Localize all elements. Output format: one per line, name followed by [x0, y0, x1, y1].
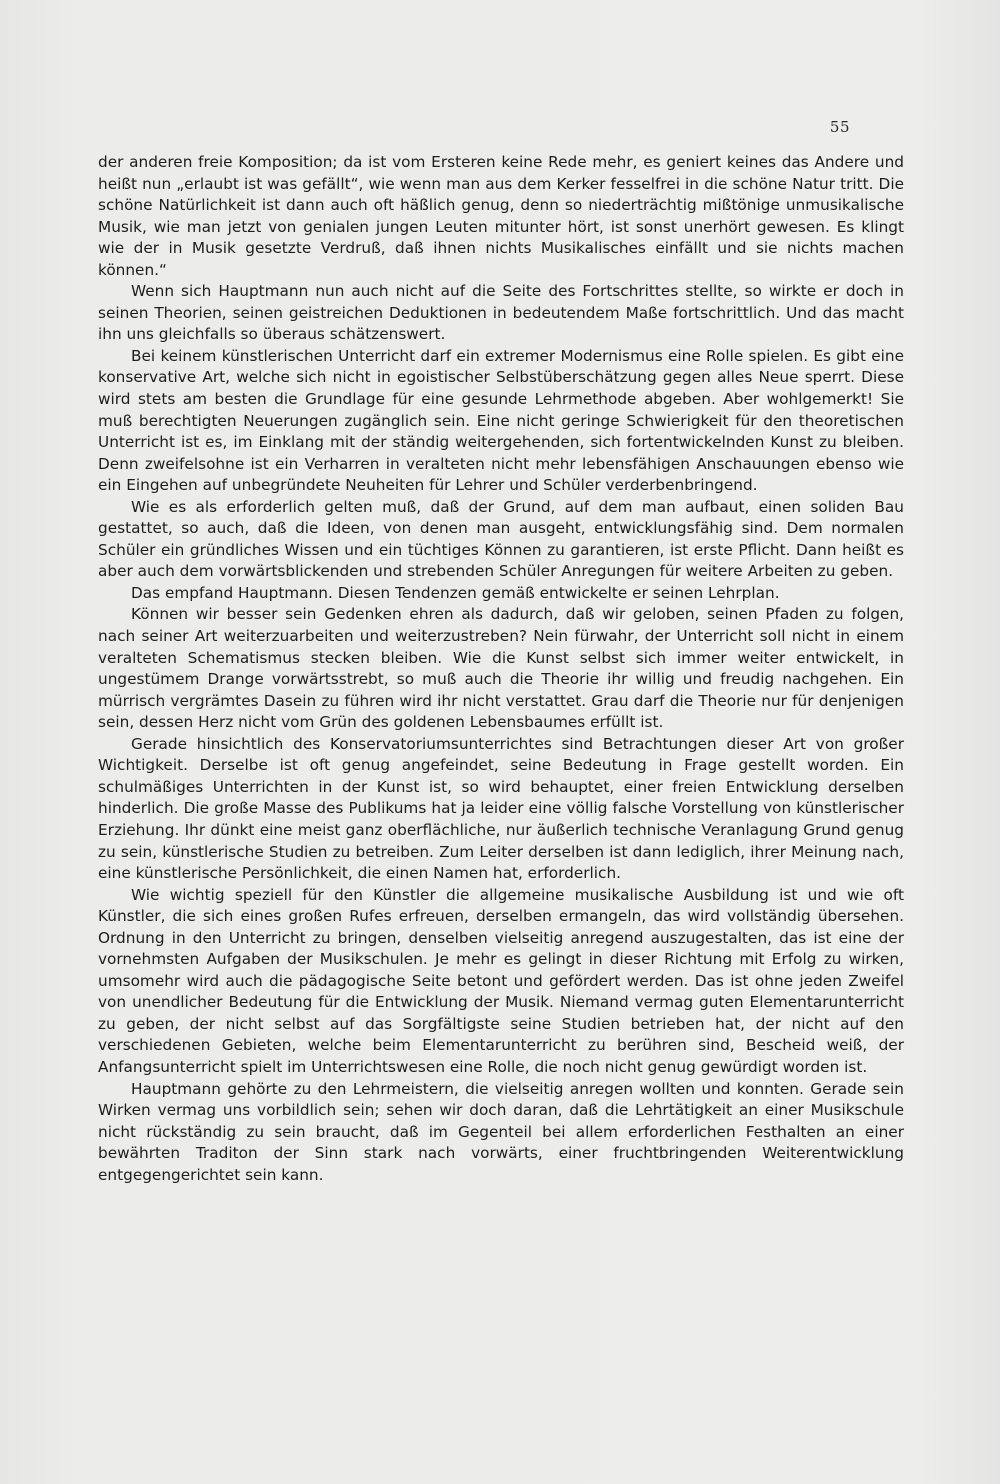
paragraph: Hauptmann gehörte zu den Lehrmeistern, die vielseitig anregen wollten und konnten. Gerade sein Wirken vermag uns vorbildlich sein; sehen wir doch daran, daß die Lehrtätigkeit an einer Musikschule nicht rückständig zu sein braucht, daß im Gegenteil bei allem erforderlichen Festhalten an einer bewährten Traditon der Sinn stark nach vorwärts, einer fruchtbringenden Weiterentwicklung entgegengerichtet sein kann. [98, 1079, 904, 1184]
paragraph: Das empfand Hauptmann. Diesen Tendenzen gemäß entwickelte er seinen Lehrplan. [131, 583, 780, 602]
page-number: 55 [829, 118, 850, 136]
paragraph: Können wir besser sein Gedenken ehren als dadurch, daß wir geloben, seinen Pfaden zu folgen, nach seiner Art weiterzuarbeiten und weiterzustreben? Nein fürwahr, der Unterricht soll nicht in einem veralteten Schematismus stecken bleiben. Wie die Kunst selbst sich immer weiter entwickelt, in ungestümem Drange vorwärtsstrebt, so muß auch die Theorie ihr willig und freudig nachgehen. Ein mürrisch vergrämtes Dasein zu führen wird ihr nicht verstattet. Grau darf die Theorie nur für denjenigen sein, dessen Herz nicht vom Grün des goldenen Lebensbaumes erfüllt ist. [98, 605, 904, 732]
paragraph: Bei keinem künstlerischen Unterricht darf ein extremer Modernismus eine Rolle spielen. Es gibt eine konservative Art, welche sich nicht in egoistischer Selbstüberschätzung gegen alles Neue sperrt. Diese wird stets am besten die Grundlage für eine gesunde Lehrmethode abgeben. Aber wohlgemerkt! Sie muß berechtigten Neuerungen zugänglich sein. Eine nicht geringe Schwierigkeit für den theoretischen Unterricht ist es, im Einklang mit der ständig weitergehenden, sich fortentwickelnden Kunst zu bleiben. Denn zweifelsohne ist ein Verharren in veralteten nicht mehr lebensfähigen Anschauungen ebenso wie ein Eingehen auf unbegründete Neuheiten für Lehrer und Schüler verderbenbringend. [98, 346, 904, 495]
paragraph: Wenn sich Hauptmann nun auch nicht auf die Seite des Fortschrittes stellte, so wirkte er doch in seinen Theorien, seinen geistreichen Deduktionen in bedeutendem Maße fortschrittlich. Und das macht ihn uns gleichfalls so überaus schätzenswert. [98, 282, 904, 344]
paragraph: Wie es als erforderlich gelten muß, daß der Grund, auf dem man aufbaut, einen soliden Bau gestattet, so auch, daß die Ideen, von denen man ausgeht, entwicklungsfähig sind. Dem normalen Schüler ein gründliches Wissen und ein tüchtiges Können zu garantieren, ist erste Pflicht. Dann heißt es aber auch dem vorwärtsblickenden und strebenden Schüler Anregungen für weitere Arbeiten zu geben. [98, 497, 904, 581]
paragraph: der anderen freie Komposition; da ist vom Ersteren keine Rede mehr, es geniert keines das Andere und heißt nun „erlaubt ist was gefällt“, wie wenn man aus dem Kerker fesselfrei in die schöne Natur tritt. Die schöne Natürlichkeit ist dann auch oft häßlich genug, denn so niederträchtig mißtönige unmusikalische Musik, wie man jetzt von genialen jungen Leuten mitunter hört, ist sonst unerhört gewesen. Es klingt wie der in Musik gesetzte Verdruß, daß ihnen nichts Musikalisches einfällt und sie nichts machen können.“ [98, 153, 904, 279]
body-text [98, 152, 904, 1186]
paragraph: Wie wichtig speziell für den Künstler die allgemeine musikalische Ausbildung ist und wie oft Künstler, die sich eines großen Rufes erfreuen, derselben ermangeln, das wird vollständig übersehen. Ordnung in den Unterricht zu bringen, denselben vielseitig anregend auszugestalten, das ist eine der vornehmsten Aufgaben der Musikschulen. Je mehr es gelingt in dieser Richtung mit Erfolg zu wirken, umsomehr wird auch die pädagogische Seite betont und gefördert werden. Das ist ohne jeden Zweifel von unendlicher Bedeutung für die Entwicklung der Musik. Niemand vermag guten Elementarunterricht zu geben, der nicht selbst auf das Sorgfältigste seine Studien betrieben hat, der nicht auf den verschiedenen Gebieten, welche beim Elementarunterricht zu berühren sind, Bescheid weiß, der Anfangsunterricht spielt im Unterrichtswesen eine Rolle, die noch nicht genug gewürdigt worden ist. [98, 885, 904, 1076]
paragraph: Gerade hinsichtlich des Konservatoriumsunterrichtes sind Betrachtungen dieser Art von großer Wichtigkeit. Derselbe ist oft genug angefeindet, seine Bedeutung in Frage gestellt worden. Ein schulmäßiges Unterrichten in der Kunst ist, so wird behauptet, einer freien Entwicklung derselben hinderlich. Die große Masse des Publikums hat ja leider eine völlig falsche Vorstellung von künstlerischer Erziehung. Ihr dünkt eine meist ganz oberflächliche, nur äußerlich technische Veranlagung Grund genug zu sein, künstlerische Studien zu betreiben. Zum Leiter derselben ist dann lediglich, ihrer Meinung nach, eine künstlerische Persönlichkeit, die einen Namen hat, erforderlich. [98, 734, 904, 883]
